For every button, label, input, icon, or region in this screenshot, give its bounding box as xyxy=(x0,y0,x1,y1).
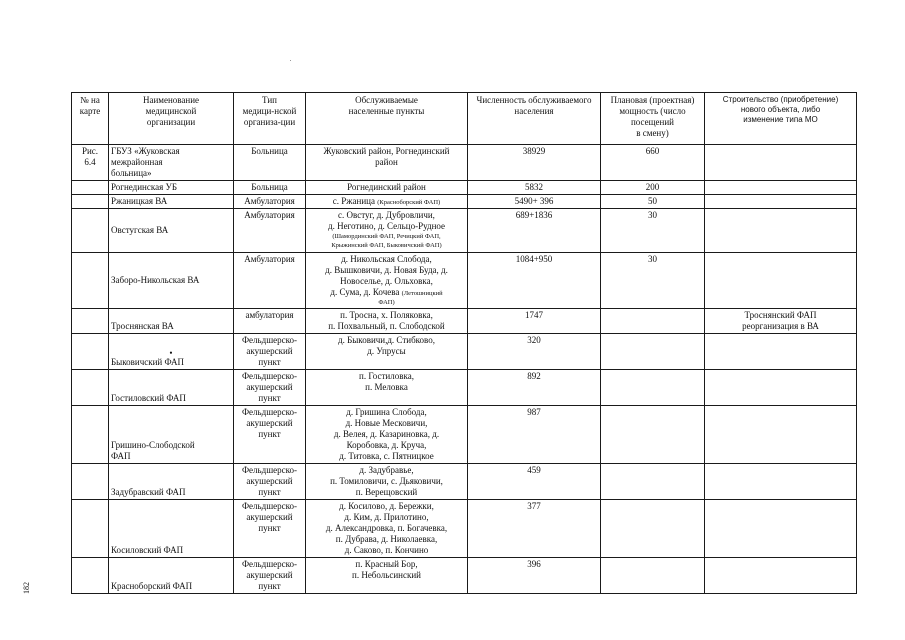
header-type-line: Тип xyxy=(262,95,277,105)
cell-capacity xyxy=(601,370,705,406)
cell-served-line: с. Ржаница xyxy=(332,196,375,206)
cell-population: 1747 xyxy=(468,309,601,334)
cell-served-line: Рогнединский район xyxy=(347,182,426,192)
cell-type xyxy=(234,209,306,253)
header-served xyxy=(306,93,468,145)
cell-name-line: Заборо-Никольская ВА xyxy=(111,275,200,285)
cell-population: 1084+950 xyxy=(468,253,601,309)
cell-construction xyxy=(705,253,857,309)
cell-served-line: д. Косилово, д. Бережки, xyxy=(339,501,434,511)
cell-served-line: д. Александровка, п. Богачевка, xyxy=(325,523,448,533)
header-name-line: организации xyxy=(146,117,196,127)
cell-served xyxy=(306,500,468,558)
cell-num xyxy=(72,406,109,464)
cell-served xyxy=(306,145,468,181)
cell-type xyxy=(234,464,306,500)
table-row xyxy=(72,500,857,558)
cell-population: 5832 xyxy=(468,181,601,195)
header-served-line: Обслуживаемые xyxy=(355,95,418,105)
cell-name-line: Красноборский ФАП xyxy=(111,581,193,591)
cell-num xyxy=(72,309,109,334)
header-num-line: № на xyxy=(80,95,100,105)
header-name-line: медицинской xyxy=(145,106,197,116)
cell-type-line: Амбулатория xyxy=(244,210,295,220)
page-number: 182 xyxy=(22,582,31,594)
cell-served-line: д. Сума, д. Кочева xyxy=(330,287,400,297)
cell-type-line: акушерский xyxy=(246,476,293,486)
cell-type xyxy=(234,406,306,464)
header-capacity-line: посещений xyxy=(630,117,674,127)
cell-population: 987 xyxy=(468,406,601,464)
cell-num xyxy=(72,370,109,406)
header-population-line: населения xyxy=(514,106,554,116)
cell-type-line: Фельдшерско- xyxy=(241,371,298,381)
cell-type-line: Фельдшерско- xyxy=(241,335,298,345)
cell-population: 320 xyxy=(468,334,601,370)
cell-served-note: (Красноборский ФАП) xyxy=(377,199,441,206)
cell-type-line: акушерский xyxy=(246,346,293,356)
cell-capacity xyxy=(601,500,705,558)
cell-served-line: п. Гостиловка, xyxy=(359,371,414,381)
cell-type-line: пункт xyxy=(258,523,281,533)
cell-num-line: Рис. xyxy=(81,146,99,156)
header-num xyxy=(72,93,109,145)
cell-name xyxy=(109,181,234,195)
header-construction-line: Строительство (приобретение) xyxy=(722,95,839,104)
cell-served-line: д. Вышковичи, д. Новая Буда, д. xyxy=(325,265,448,275)
cell-type-line: Амбулатория xyxy=(244,196,295,206)
cell-served-line: Жуковский район, Рогнединский xyxy=(323,146,450,156)
header-served-line: населенные пункты xyxy=(348,106,425,116)
cell-num xyxy=(72,145,109,181)
cell-population: 689+1836 xyxy=(468,209,601,253)
header-construction-line: изменение типа МО xyxy=(743,115,818,124)
header-construction-line: нового объекта, либо xyxy=(740,105,821,114)
cell-served-line: п. Тросна, х. Поляковка, xyxy=(340,310,433,320)
cell-served-line: д. Задубравье, xyxy=(359,465,414,475)
cell-construction xyxy=(705,309,857,334)
cell-served-line: п. Небольсинский xyxy=(352,570,421,580)
cell-served-note: (Шамординский ФАП, Речицкий ФАП, xyxy=(332,233,441,240)
cell-num xyxy=(72,334,109,370)
cell-served-line: п. Красный Бор, xyxy=(355,559,418,569)
table-row xyxy=(72,370,857,406)
cell-capacity xyxy=(601,406,705,464)
cell-name-line: Гришино-Слободской xyxy=(111,440,195,450)
cell-type-line: амбулатория xyxy=(245,310,294,320)
cell-name xyxy=(109,195,234,209)
cell-served-note: (Летошницкий xyxy=(401,290,443,297)
cell-name-line: Троснянская ВА xyxy=(111,321,174,331)
header-population xyxy=(468,93,601,145)
cell-type xyxy=(234,370,306,406)
cell-name-line: Гостиловский ФАП xyxy=(111,393,186,403)
cell-name-line: Овстугская ВА xyxy=(111,225,169,235)
cell-name xyxy=(109,309,234,334)
cell-type-line: пункт xyxy=(258,357,281,367)
cell-served-line: п. Дубрава, д. Николаевка, xyxy=(335,534,438,544)
cell-num-line: 6.4 xyxy=(84,157,96,167)
cell-name xyxy=(109,370,234,406)
cell-population: 5490+ 396 xyxy=(468,195,601,209)
cell-type-line: пункт xyxy=(258,581,281,591)
table-row xyxy=(72,145,857,181)
cell-type-line: Больница xyxy=(251,146,288,156)
cell-construction xyxy=(705,500,857,558)
cell-capacity: 50 xyxy=(601,195,705,209)
header-name xyxy=(109,93,234,145)
cell-served xyxy=(306,558,468,594)
cell-type-line: акушерский xyxy=(246,382,293,392)
cell-served-note: ФАП) xyxy=(378,299,395,306)
table-row xyxy=(72,334,857,370)
cell-served-line: п. Похвальный, п. Слободской xyxy=(328,321,445,331)
cell-population: 38929 xyxy=(468,145,601,181)
cell-num xyxy=(72,558,109,594)
cell-name-line: Быковичский ФАП xyxy=(111,357,185,367)
header-capacity-line: в смену) xyxy=(636,128,669,138)
cell-name xyxy=(109,500,234,558)
table-row xyxy=(72,309,857,334)
cell-construction xyxy=(705,209,857,253)
cell-capacity xyxy=(601,558,705,594)
cell-served-line: д. Велея, д. Казариновка, д. xyxy=(333,429,440,439)
cell-type xyxy=(234,181,306,195)
cell-type xyxy=(234,195,306,209)
cell-served xyxy=(306,209,468,253)
cell-population: 459 xyxy=(468,464,601,500)
cell-served-line: п. Меловка xyxy=(365,382,408,392)
cell-type-line: акушерский xyxy=(246,570,293,580)
cell-type-line: акушерский xyxy=(246,512,293,522)
cell-served xyxy=(306,406,468,464)
cell-served-line: д. Быковичи,д. Стибково, xyxy=(337,335,435,345)
cell-name-line: Ржаницкая ВА xyxy=(111,196,168,206)
table-row xyxy=(72,181,857,195)
cell-name-line: ФАП xyxy=(111,451,131,461)
cell-capacity xyxy=(601,334,705,370)
header-type xyxy=(234,93,306,145)
cell-name xyxy=(109,209,234,253)
cell-type-line: Фельдшерско- xyxy=(241,465,298,475)
cell-construction-line: реорганизация в ВА xyxy=(742,321,819,331)
cell-type xyxy=(234,253,306,309)
cell-construction xyxy=(705,145,857,181)
cell-name xyxy=(109,253,234,309)
cell-served xyxy=(306,334,468,370)
cell-construction xyxy=(705,181,857,195)
cell-type xyxy=(234,309,306,334)
medical-facilities-table xyxy=(71,92,857,594)
cell-served xyxy=(306,309,468,334)
cell-construction xyxy=(705,370,857,406)
header-num-line: карте xyxy=(79,106,101,116)
cell-population: 892 xyxy=(468,370,601,406)
cell-num xyxy=(72,209,109,253)
cell-construction xyxy=(705,334,857,370)
cell-type-line: Фельдшерско- xyxy=(241,559,298,569)
cell-num xyxy=(72,464,109,500)
cell-type xyxy=(234,334,306,370)
cell-type xyxy=(234,145,306,181)
cell-type-line: Фельдшерско- xyxy=(241,407,298,417)
cell-served-line: п. Верещовский xyxy=(355,487,418,497)
cell-capacity xyxy=(601,309,705,334)
table-row xyxy=(72,558,857,594)
cell-name xyxy=(109,464,234,500)
cell-name xyxy=(109,334,234,370)
table-row xyxy=(72,253,857,309)
cell-served-line: Новоселье, д. Ольховка, xyxy=(340,276,433,286)
cell-type-line: пункт xyxy=(258,487,281,497)
header-population-line: Численность обслуживаемого xyxy=(476,95,592,105)
cell-capacity: 660 xyxy=(601,145,705,181)
cell-served-note: Крыжинский ФАП, Быковичский ФАП) xyxy=(331,242,442,249)
cell-name xyxy=(109,145,234,181)
table-row xyxy=(72,209,857,253)
table-header-row xyxy=(72,93,857,145)
header-type-line: организа-ции xyxy=(243,117,296,127)
cell-served-line: Коробовка, д. Круча, xyxy=(346,440,427,450)
scan-speck xyxy=(290,60,291,61)
cell-served-line: п. Томиловичи, с. Дьяковичи, xyxy=(330,476,443,486)
cell-type-line: Фельдшерско- xyxy=(241,501,298,511)
cell-capacity: 200 xyxy=(601,181,705,195)
header-capacity-line: Плановая (проектная) xyxy=(610,95,695,105)
cell-served-line: с. Овстуг, д. Дубровличи, xyxy=(338,210,435,220)
cell-construction-line: Троснянский ФАП xyxy=(744,310,817,320)
cell-served-line: д. Неготино, д. Сельцо-Рудное xyxy=(327,221,446,231)
cell-num xyxy=(72,181,109,195)
cell-served-line: д. Новые Месковичи, xyxy=(345,418,428,428)
cell-num xyxy=(72,500,109,558)
cell-served-line: д. Титовка, с. Пятницкое xyxy=(339,451,434,461)
cell-construction xyxy=(705,558,857,594)
cell-type-line: Амбулатория xyxy=(244,254,295,264)
header-capacity xyxy=(601,93,705,145)
cell-served-line: д. Ким, д. Прилотино, xyxy=(344,512,429,522)
cell-served xyxy=(306,181,468,195)
cell-type-line: пункт xyxy=(258,429,281,439)
cell-served-line: д. Никольская Слобода, xyxy=(341,254,432,264)
cell-num xyxy=(72,253,109,309)
cell-population: 377 xyxy=(468,500,601,558)
cell-served-line: д. Упрусы xyxy=(367,346,406,356)
cell-name xyxy=(109,406,234,464)
header-name-line: Наименование xyxy=(142,95,200,105)
cell-served-line: район xyxy=(375,157,398,167)
cell-type-line: Больница xyxy=(251,182,288,192)
cell-name xyxy=(109,558,234,594)
header-type-line: медици-нской xyxy=(242,106,297,116)
cell-num xyxy=(72,195,109,209)
header-capacity-line: мощность (число xyxy=(619,106,686,116)
cell-name-line: больница» xyxy=(111,168,152,178)
cell-served xyxy=(306,464,468,500)
cell-name-line: Рогнединская УБ xyxy=(111,182,178,192)
cell-construction xyxy=(705,406,857,464)
cell-type-line: акушерский xyxy=(246,418,293,428)
bullet-mark: • xyxy=(169,348,173,358)
cell-capacity xyxy=(601,464,705,500)
cell-type-line: пункт xyxy=(258,393,281,403)
table-row xyxy=(72,195,857,209)
cell-name-line: межрайонная xyxy=(111,157,163,167)
cell-construction xyxy=(705,195,857,209)
cell-type xyxy=(234,558,306,594)
cell-capacity: 30 xyxy=(601,209,705,253)
table-row xyxy=(72,406,857,464)
cell-population: 396 xyxy=(468,558,601,594)
cell-capacity: 30 xyxy=(601,253,705,309)
cell-served-line: д. Саково, п. Кончино xyxy=(344,545,429,555)
cell-name-line: Косиловский ФАП xyxy=(111,545,184,555)
table-row xyxy=(72,464,857,500)
cell-served xyxy=(306,370,468,406)
cell-type xyxy=(234,500,306,558)
cell-served-line: д. Гришина Слобода, xyxy=(346,407,427,417)
cell-name-line: Задубравский ФАП xyxy=(111,487,186,497)
cell-served xyxy=(306,195,468,209)
cell-name-line: ГБУЗ «Жуковская xyxy=(111,146,180,156)
cell-served xyxy=(306,253,468,309)
cell-construction xyxy=(705,464,857,500)
header-construction xyxy=(705,93,857,145)
